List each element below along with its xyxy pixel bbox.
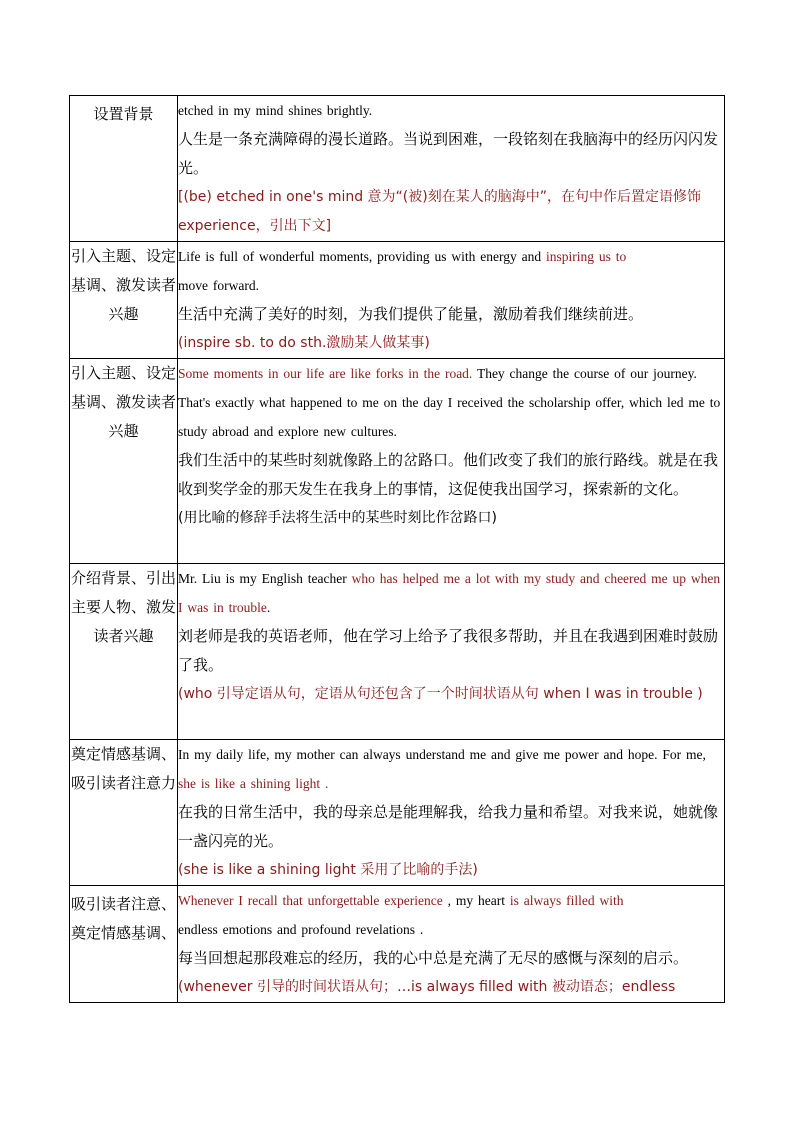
english-sentence-continued: endless emotions and profound revelations . xyxy=(178,922,424,937)
table-row xyxy=(70,564,725,740)
table-row xyxy=(70,96,725,242)
chinese-translation: 每当回想起那段难忘的经历，我的心中总是充满了无尽的感慨与深刻的启示。 xyxy=(178,949,689,967)
highlighted-phrase: Whenever I recall that unforgettable experience xyxy=(178,893,443,908)
sentence-text: They change the course of our journey. That's exactly what happened to me on the day I received the scholarship offer, which led me to study abroad and explore new cultures. xyxy=(178,366,721,439)
row-label: 吸引读者注意、奠定情感基调、 xyxy=(70,886,178,1003)
row-content xyxy=(178,96,725,242)
english-sentence xyxy=(178,242,724,271)
english-sentence xyxy=(178,564,724,622)
english-sentence-continued: move forward. xyxy=(178,278,259,293)
table-row xyxy=(70,242,725,359)
chinese-translation: 我们生活中的某些时刻就像路上的岔路口。他们改变了我们的旅行路线。就是在我收到奖学金的那天发生在我身上的事情，这促使我出国学习，探索新的文化。 xyxy=(178,451,719,498)
grammar-note: [(be) etched in one's mind 意为“(被)刻在某人的脑海中”，在句中作后置定语修饰 experience，引出下文] xyxy=(178,189,701,234)
row-label: 引入主题、设定基调、激发读者兴趣 xyxy=(70,359,178,564)
row-label: 引入主题、设定基调、激发读者兴趣 xyxy=(70,242,178,359)
sentence-text: Mr. Liu is my English teacher xyxy=(178,571,352,586)
row-label: 设置背景 xyxy=(70,96,178,242)
table-row xyxy=(70,886,725,1003)
row-content xyxy=(178,242,725,359)
grammar-note: (用比喻的修辞手法将生活中的某些时刻比作岔路口) xyxy=(178,510,497,526)
row-content xyxy=(178,359,725,564)
table-row xyxy=(70,359,725,564)
grammar-note: (she is like a shining light 采用了比喻的手法) xyxy=(178,862,478,878)
writing-techniques-table xyxy=(69,95,725,1003)
sentence-text: In my daily life, my mother can always understand me and give me power and hope. For me, xyxy=(178,747,706,762)
english-sentence xyxy=(178,359,724,446)
highlighted-phrase: Some moments in our life are like forks in the road. xyxy=(178,366,473,381)
row-label: 介绍背景、引出主要人物、激发读者兴趣 xyxy=(70,564,178,740)
grammar-note: (whenever 引导的时间状语从句；…is always filled with 被动语态；endless xyxy=(178,979,676,995)
chinese-translation: 在我的日常生活中，我的母亲总是能理解我，给我力量和希望。对我来说，她就像一盏闪亮的光。 xyxy=(178,803,719,850)
highlighted-phrase: is always filled with xyxy=(509,893,624,908)
chinese-translation: 生活中充满了美好的时刻，为我们提供了能量，激励着我们继续前进。 xyxy=(178,305,644,323)
english-sentence xyxy=(178,740,724,798)
sentence-end: . xyxy=(266,600,271,615)
sentence-text: , my heart xyxy=(442,893,510,908)
row-content xyxy=(178,886,725,1003)
english-sentence: etched in my mind shines brightly. xyxy=(178,103,373,118)
table-row xyxy=(70,740,725,886)
highlighted-phrase: she is like a shining light xyxy=(178,776,321,791)
document-page xyxy=(69,95,725,1003)
english-sentence xyxy=(178,886,724,915)
chinese-translation: 刘老师是我的英语老师，他在学习上给予了我很多帮助，并且在我遇到困难时鼓励了我。 xyxy=(178,627,719,674)
sentence-text: Life is full of wonderful moments, providing us with energy and xyxy=(178,249,546,264)
highlighted-phrase: who has helped me a lot with my study and cheered me up when I was in trouble xyxy=(178,571,721,615)
grammar-note: (inspire sb. to do sth.激励某人做某事) xyxy=(178,335,430,351)
row-label: 奠定情感基调、吸引读者注意力 xyxy=(70,740,178,886)
grammar-note: (who 引导定语从句，定语从句还包含了一个时间状语从句 when I was in trouble ) xyxy=(178,686,703,702)
sentence-end: . xyxy=(320,776,329,791)
highlighted-phrase: inspiring us to xyxy=(545,249,627,264)
row-content xyxy=(178,740,725,886)
chinese-translation: 人生是一条充满障碍的漫长道路。当说到困难，一段铭刻在我脑海中的经历闪闪发光。 xyxy=(178,130,719,177)
row-content xyxy=(178,564,725,740)
